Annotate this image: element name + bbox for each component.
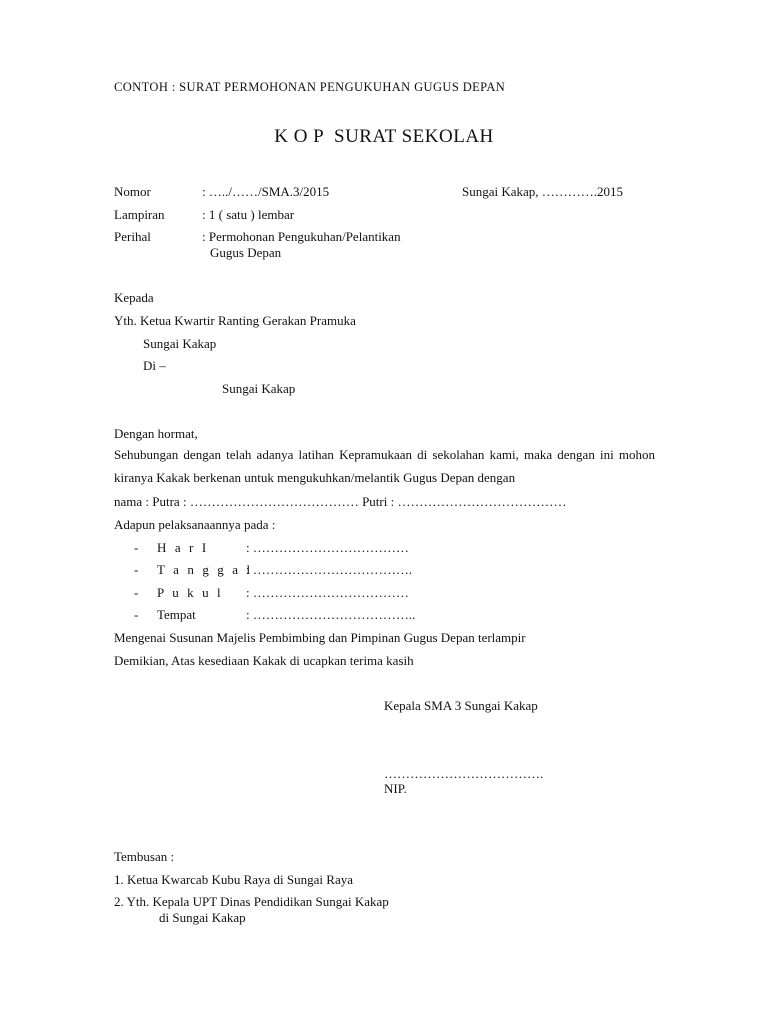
body-paragraph: Sehubungan dengan telah adanya latihan Kepramukaan di sekolahan kami, maka dengan ini mohon kiranya Kakak berkenan untuk mengukuhkan/melantik Gugus Depan dengan <box>114 447 655 485</box>
letter-date: Sungai Kakap, ………….2015 <box>462 184 624 199</box>
susunan-line: Mengenai Susunan Majelis Pembimbing dan Pimpinan Gugus Depan terlampir <box>114 630 526 645</box>
tempat-value: : ……………………………….. <box>246 607 416 622</box>
closing-line: Demikian, Atas kesediaan Kakak di ucapkan terima kasih <box>114 653 414 668</box>
pukul-label: P u k u l <box>157 585 224 600</box>
lampiran-value: : 1 ( satu ) lembar <box>202 207 295 222</box>
hari-label: H a r I <box>157 540 209 555</box>
nomor-label: Nomor <box>114 184 151 199</box>
list-dash: - <box>134 562 139 577</box>
tanggal-value: : ………………………………. <box>246 562 413 577</box>
perihal-label: Perihal <box>114 229 151 244</box>
signatory-title: Kepala SMA 3 Sungai Kakap <box>384 698 538 713</box>
list-dash: - <box>134 585 139 600</box>
tempat-label: Tempat <box>157 607 196 622</box>
hari-value: : ……………………………… <box>246 540 409 555</box>
tembusan-item-2: 2. Yth. Kepala UPT Dinas Pendidikan Sungai Kakap <box>114 894 389 909</box>
perihal-value-line2: Gugus Depan <box>210 245 282 260</box>
recipient-name: Yth. Ketua Kwartir Ranting Gerakan Pramuka <box>114 313 356 328</box>
pelaksanaan-line: Adapun pelaksanaannya pada : <box>114 517 276 532</box>
example-title: CONTOH : SURAT PERMOHONAN PENGUKUHAN GUGUS DEPAN <box>114 80 506 94</box>
signature-dots: ………………………………. <box>384 766 544 781</box>
tanggal-label: T a n g g a l <box>157 562 253 577</box>
perihal-value-line1: : Permohonan Pengukuhan/Pelantikan <box>202 229 401 244</box>
list-dash: - <box>134 607 139 622</box>
pukul-value: : ……………………………… <box>246 585 409 600</box>
nomor-value: : …../……/SMA.3/2015 <box>202 184 330 199</box>
recipient-place: Sungai Kakap <box>143 336 217 351</box>
tembusan-item-1: 1. Ketua Kwarcab Kubu Raya di Sungai Raya <box>114 872 353 887</box>
greeting: Dengan hormat, <box>114 426 198 441</box>
recipient-place-2: Sungai Kakap <box>222 381 296 396</box>
kepada-label: Kepada <box>114 290 154 305</box>
lampiran-label: Lampiran <box>114 207 165 222</box>
recipient-di: Di – <box>143 358 166 373</box>
list-dash: - <box>134 540 139 555</box>
letterhead-title: K O P SURAT SEKOLAH <box>274 126 494 147</box>
tembusan-label: Tembusan : <box>114 849 175 864</box>
tembusan-item-2-line2: di Sungai Kakap <box>159 910 246 925</box>
nip-label: NIP. <box>384 781 407 796</box>
nama-line: nama : Putra : ………………………………… Putri : ………………………………… <box>114 494 567 509</box>
